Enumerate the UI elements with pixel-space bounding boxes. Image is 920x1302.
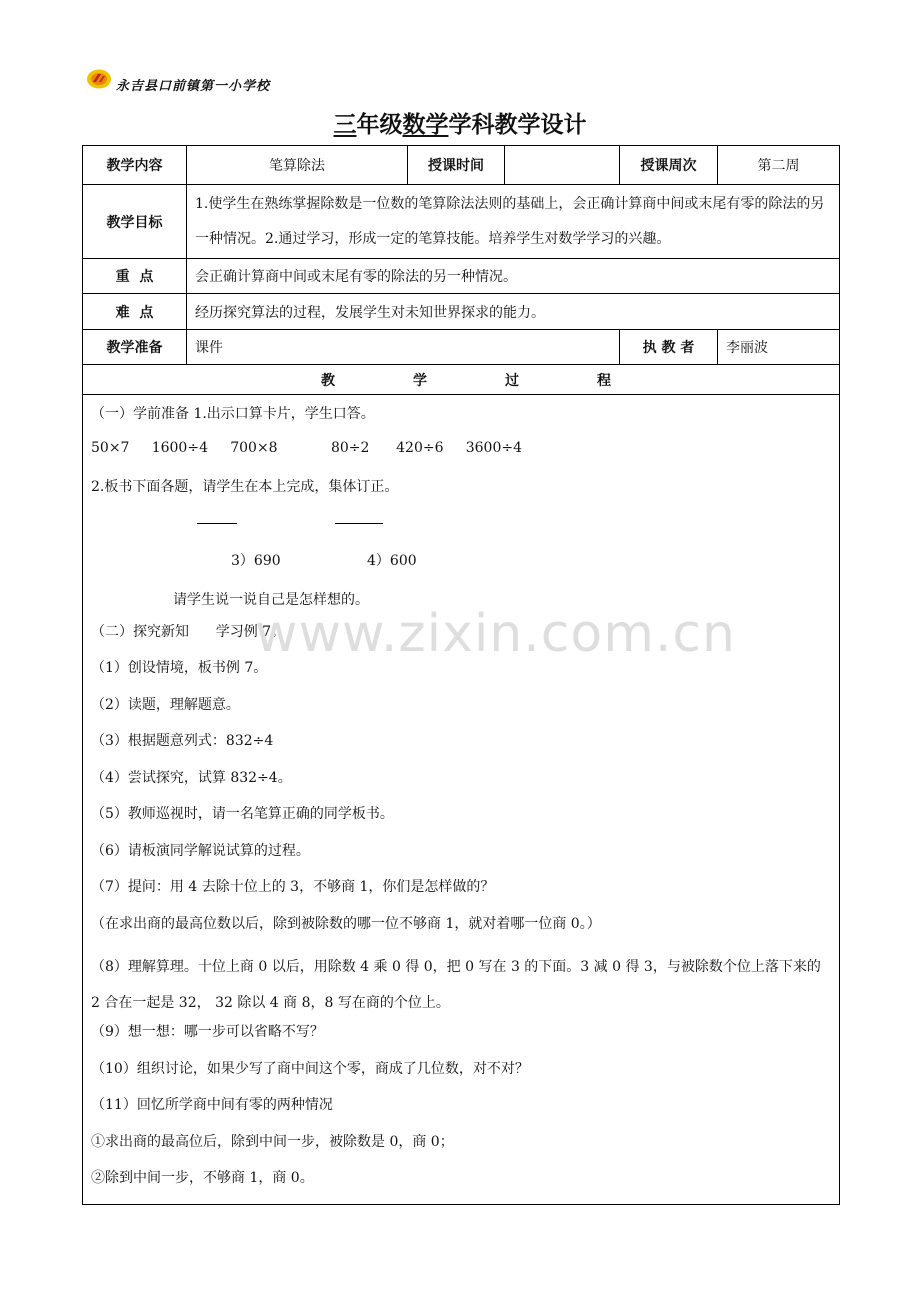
process-line: （5）教师巡视时，请一名笔算正确的同学板书。 (91, 806, 394, 822)
process-char: 教 (321, 372, 335, 389)
process-char: 学 (413, 372, 427, 389)
process-body (83, 395, 840, 1205)
lesson-plan-table (82, 145, 840, 1205)
goal-value: 1.使学生在熟练掌握除数是一位数的笔算除法法则的基础上，会正确计算商中间或末尾有零的除法的另一种情况。2.通过学习，形成一定的笔算技能。培养学生对数学学习的兴趣。 (187, 185, 840, 259)
process-line: （1）创设情境，板书例 7。 (91, 660, 268, 676)
key-value: 会正确计算商中间或末尾有零的除法的另一种情况。 (187, 259, 840, 294)
oral-calc-line: 50×7 1600÷4 700×8 80÷2 420÷6 3600÷4 (91, 439, 523, 456)
title-rest: 学科教学设计 (448, 112, 587, 138)
process-line: （6）请板演同学解说试算的过程。 (91, 842, 310, 859)
content-value: 笔算除法 (187, 146, 408, 185)
page-title (0, 106, 920, 139)
page-header (86, 64, 270, 94)
process-line: （8）理解算理。十位上商 0 以后，用除数 4 乘 0 得 0，把 0 写在 3 的下面。3 减 0 得 3，与被除数个位上落下来的 2 合在一起是 32， 32 除以 4 商 8，8 写在商的个位上。 (91, 959, 821, 1011)
division-exercise-2: 4）600 (367, 552, 417, 569)
division-exercise-1: 3）690 (231, 552, 281, 569)
content-label: 教学内容 (83, 146, 187, 185)
school-logo-icon (86, 66, 112, 92)
process-line: ①求出商的最高位后，除到中间一步，被除数是 0，商 0； (91, 1133, 454, 1150)
process-line: （在求出商的最高位数以后，除到被除数的哪一位不够商 1，就对着哪一位商 0。） (91, 915, 601, 932)
division-bar (335, 523, 383, 524)
division-bar (197, 523, 237, 524)
long-division-exercises (91, 513, 831, 621)
process-line: （一）学前准备 1.出示口算卡片，学生口答。 (91, 406, 375, 422)
process-line: （二）探究新知 学习例 7。 (91, 623, 286, 640)
process-line: 请学生说一说自己是怎样想的。 (173, 591, 369, 608)
time-value (505, 146, 620, 185)
process-line: 2.板书下面各题，请学生在本上完成，集体订正。 (91, 479, 399, 495)
title-grade: 三 (333, 112, 357, 138)
title-grade-suffix: 年级 (356, 112, 403, 138)
process-line: （2）读题，理解题意。 (91, 696, 240, 713)
process-line: ②除到中间一步，不够商 1，商 0。 (91, 1170, 314, 1186)
process-line: （7）提问：用 4 去除十位上的 3，不够商 1，你们是怎样做的？ (91, 879, 495, 895)
school-name: 永吉县口前镇第一小学校 (116, 78, 271, 94)
week-label: 授课周次 (620, 146, 718, 185)
process-line: （4）尝试探究，试算 832÷4。 (91, 769, 292, 786)
difficulty-value: 经历探究算法的过程，发展学生对未知世界探求的能力。 (187, 294, 840, 330)
prep-value: 课件 (187, 330, 620, 365)
key-label: 重 点 (83, 259, 187, 294)
process-line: （9）想一想：哪一步可以省略不写？ (91, 1024, 324, 1040)
process-heading (83, 365, 840, 395)
week-value: 第二周 (718, 146, 840, 185)
process-line: （10）组织讨论，如果少写了商中间这个零，商成了几位数，对不对？ (91, 1060, 529, 1077)
teacher-label: 执 教 者 (620, 330, 718, 365)
prep-label: 教学准备 (83, 330, 187, 365)
time-label: 授课时间 (408, 146, 505, 185)
process-char: 程 (597, 372, 611, 389)
difficulty-label: 难 点 (83, 294, 187, 330)
process-line: （11）回忆所学商中间有零的两种情况 (91, 1097, 333, 1113)
process-char: 过 (505, 372, 519, 389)
goal-label: 教学目标 (83, 185, 187, 259)
title-subject: 数学 (402, 112, 449, 138)
process-line: （3）根据题意列式：832÷4 (91, 733, 274, 749)
teacher-value: 李丽波 (718, 330, 840, 365)
watermark: www.zixin.com.cn (255, 604, 736, 664)
